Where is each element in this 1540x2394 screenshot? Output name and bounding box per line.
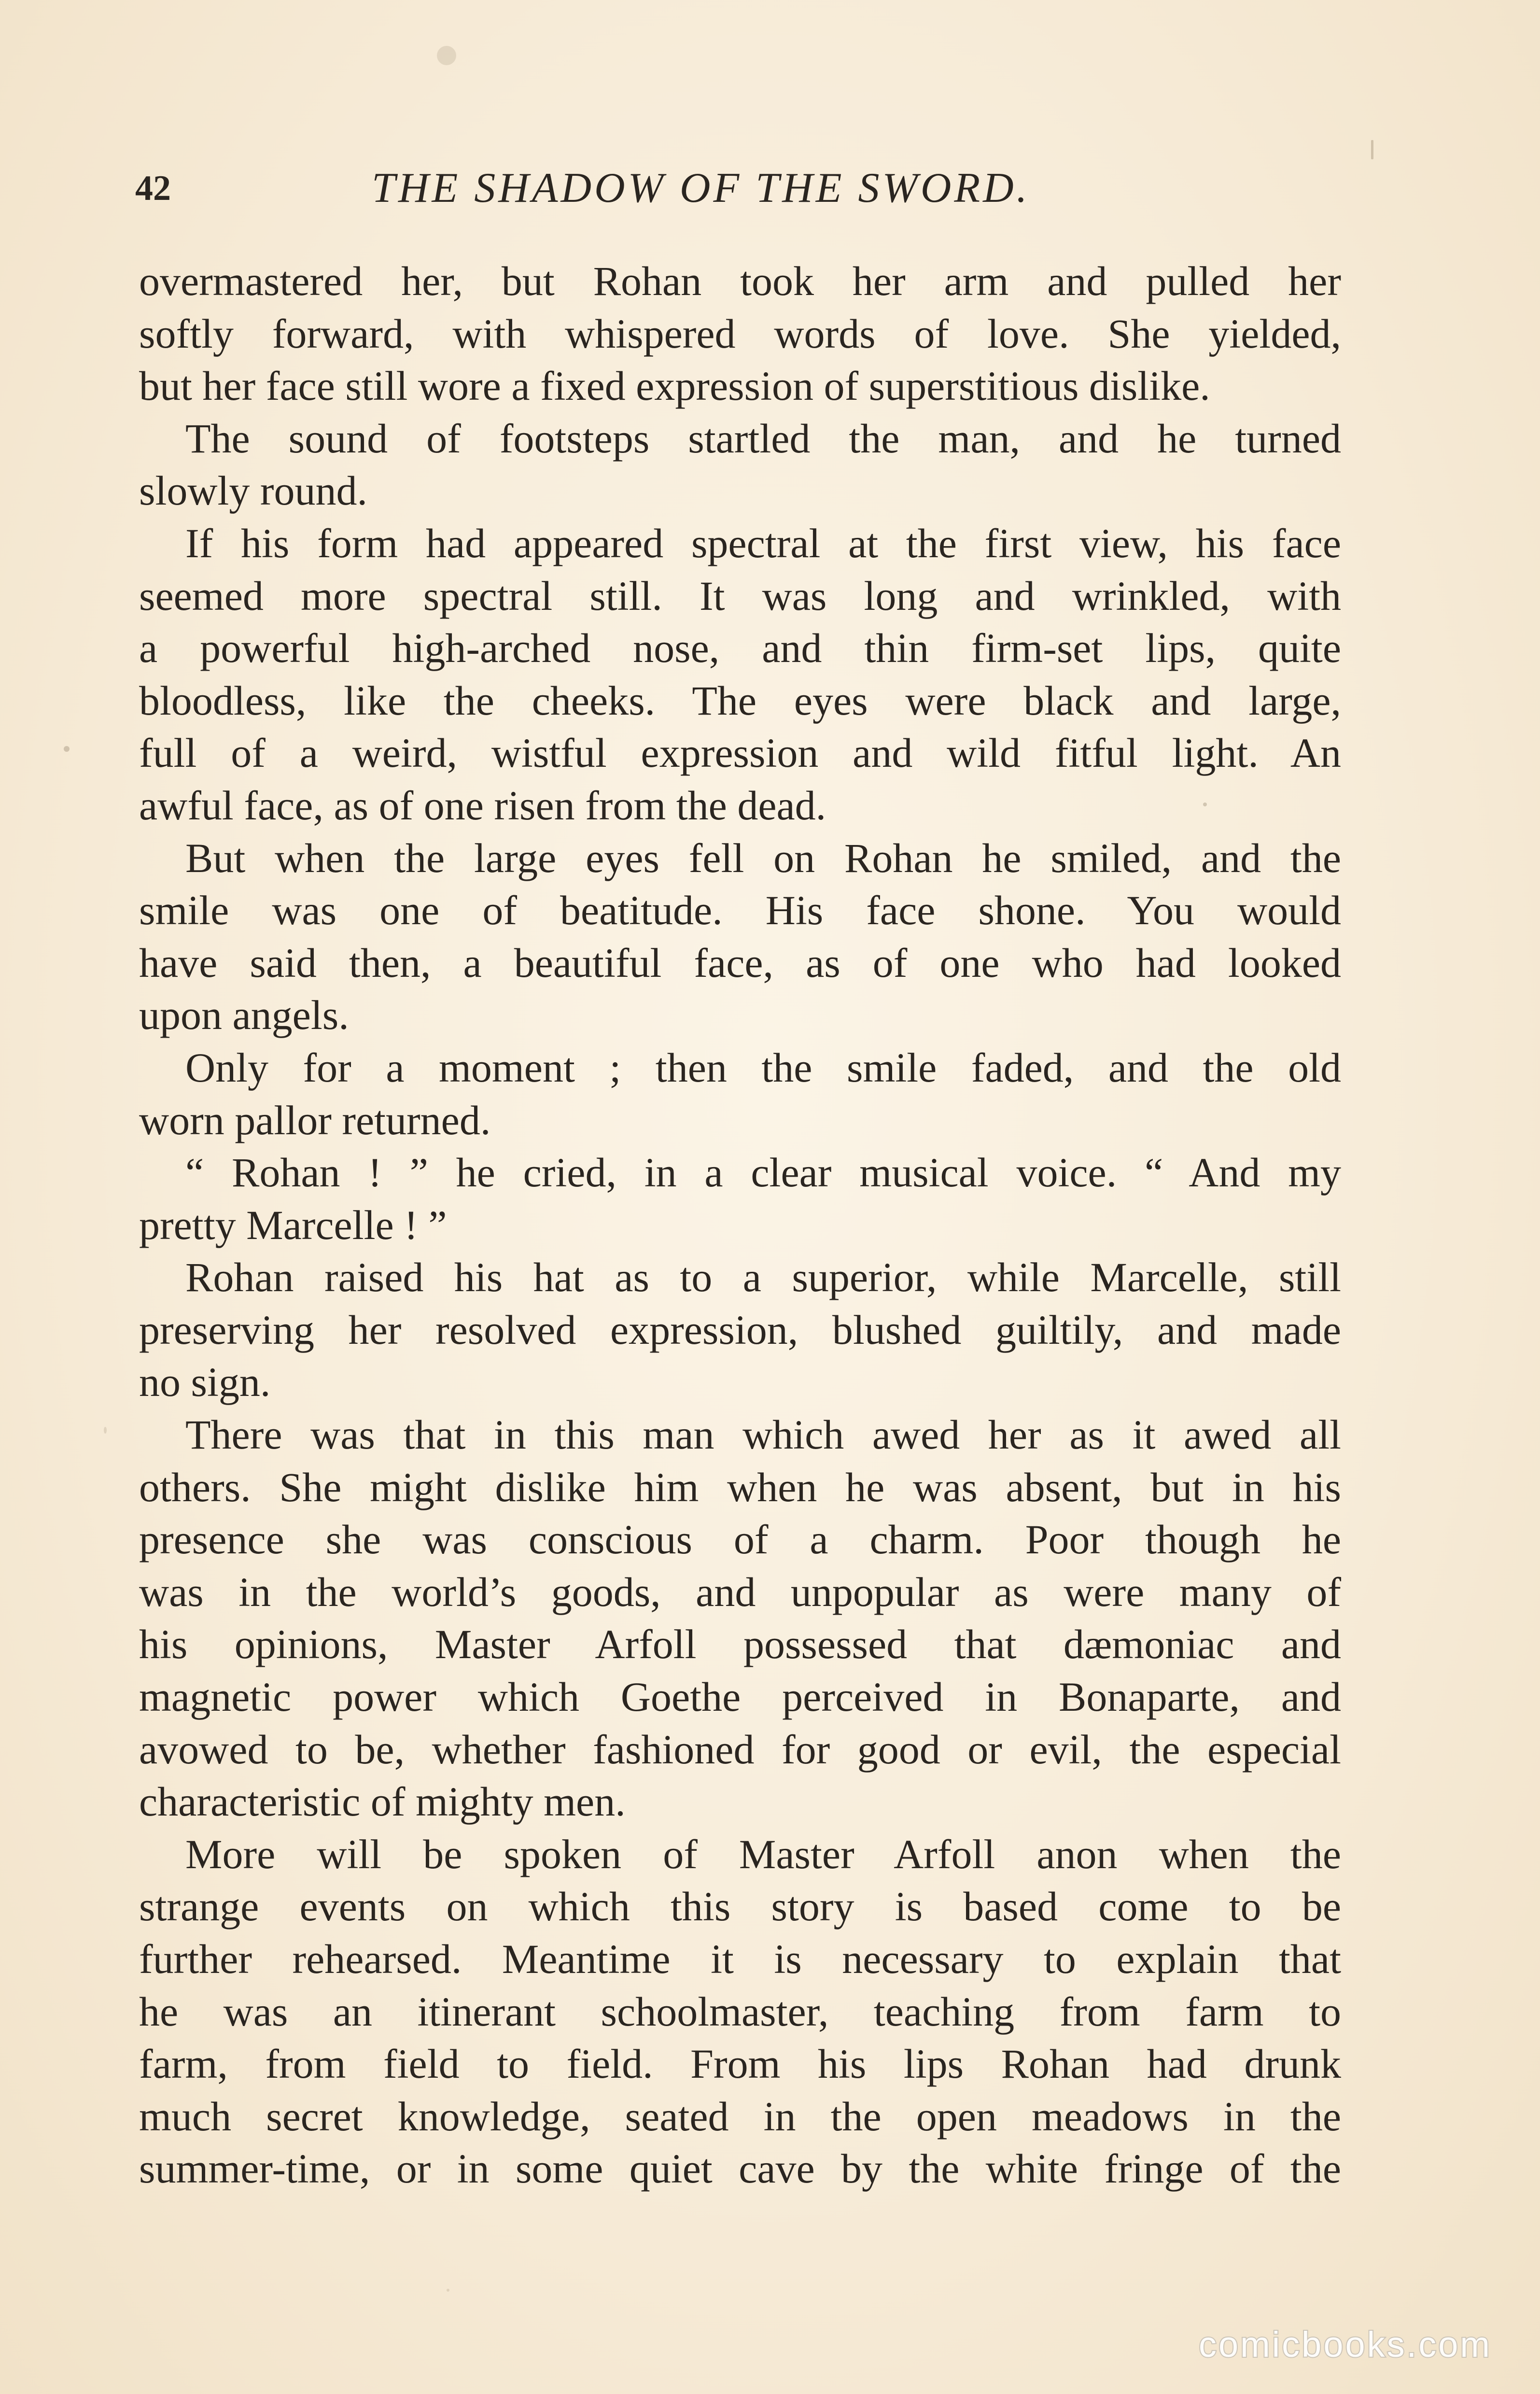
- text-line: was in the world’s goods, and unpopular as were many of: [139, 1568, 1341, 1615]
- text-line: farm, from field to field. From his lips Rohan had drunk: [139, 2041, 1341, 2087]
- text-line: slowly round.: [139, 467, 367, 514]
- text-line: others. She might dislike him when he was absent, but in his: [139, 1464, 1341, 1510]
- text-line: presence she was conscious of a charm. Poor though he: [139, 1516, 1341, 1563]
- paper-speck: [64, 746, 70, 752]
- text-line: softly forward, with whispered words of love. She yielded,: [139, 310, 1341, 357]
- text-line: preserving her resolved expression, blushed guiltily, and made: [139, 1306, 1341, 1353]
- text-line: bloodless, like the cheeks. The eyes were black and large,: [139, 677, 1341, 724]
- text-line: have said then, a beautiful face, as of one who had looked: [139, 939, 1341, 986]
- paper-speck: [104, 1427, 107, 1434]
- text-line: The sound of footsteps startled the man, and he turned: [185, 415, 1341, 462]
- text-line: upon angels.: [139, 992, 349, 1039]
- text-line: More will be spoken of Master Arfoll anon when the: [185, 1831, 1341, 1877]
- page-header: [135, 159, 1342, 217]
- text-line: further rehearsed. Meantime it is necessary to explain that: [139, 1936, 1341, 1982]
- text-line: smile was one of beatitude. His face shone. You would: [139, 887, 1341, 934]
- paper-speck: [1371, 140, 1373, 159]
- watermark: comicbooks.com: [1198, 2324, 1492, 2365]
- text-line: summer-time, or in some quiet cave by the white fringe of the: [139, 2145, 1341, 2192]
- text-line: awful face, as of one risen from the dead.: [139, 782, 826, 829]
- text-line: his opinions, Master Arfoll possessed that dæmoniac and: [139, 1621, 1341, 1668]
- text-line: but her face still wore a fixed expression of superstitious dislike.: [139, 363, 1210, 409]
- text-line: seemed more spectral still. It was long and wrinkled, with: [139, 572, 1341, 619]
- text-line: a powerful high-arched nose, and thin firm-set lips, quite: [139, 625, 1341, 672]
- text-line: characteristic of mighty men.: [139, 1778, 626, 1825]
- text-line: magnetic power which Goethe perceived in Bonaparte, and: [139, 1674, 1341, 1720]
- text-line: But when the large eyes fell on Rohan he smiled, and the: [185, 834, 1341, 881]
- page-number: 42: [135, 169, 171, 208]
- text-line: avowed to be, whether fashioned for good or evil, the especial: [139, 1726, 1341, 1773]
- body-text: [139, 255, 1341, 2195]
- text-line: much secret knowledge, seated in the open meadows in the: [139, 2093, 1341, 2140]
- text-line: no sign.: [139, 1359, 271, 1406]
- text-line: There was that in this man which awed her as it awed all: [185, 1411, 1341, 1458]
- text-line: worn pallor returned.: [139, 1097, 491, 1143]
- paper-speck: [437, 46, 456, 65]
- text-line: “ Rohan ! ” he cried, in a clear musical voice. “ And my: [185, 1149, 1341, 1196]
- text-line: Rohan raised his hat as to a superior, while Marcelle, still: [185, 1254, 1341, 1301]
- text-line: Only for a moment ; then the smile faded, and the old: [185, 1044, 1341, 1091]
- text-line: full of a weird, wistful expression and wild fitful light. An: [139, 730, 1341, 776]
- paper-speck: [447, 2289, 449, 2292]
- text-line: If his form had appeared spectral at the first view, his face: [185, 520, 1341, 566]
- text-line: he was an itinerant schoolmaster, teaching from farm to: [139, 1988, 1341, 2035]
- text-line: overmastered her, but Rohan took her arm and pulled her: [139, 258, 1341, 304]
- text-line: pretty Marcelle ! ”: [139, 1201, 447, 1248]
- running-title: THE SHADOW OF THE SWORD.: [372, 165, 1030, 211]
- text-line: strange events on which this story is based come to be: [139, 1883, 1341, 1930]
